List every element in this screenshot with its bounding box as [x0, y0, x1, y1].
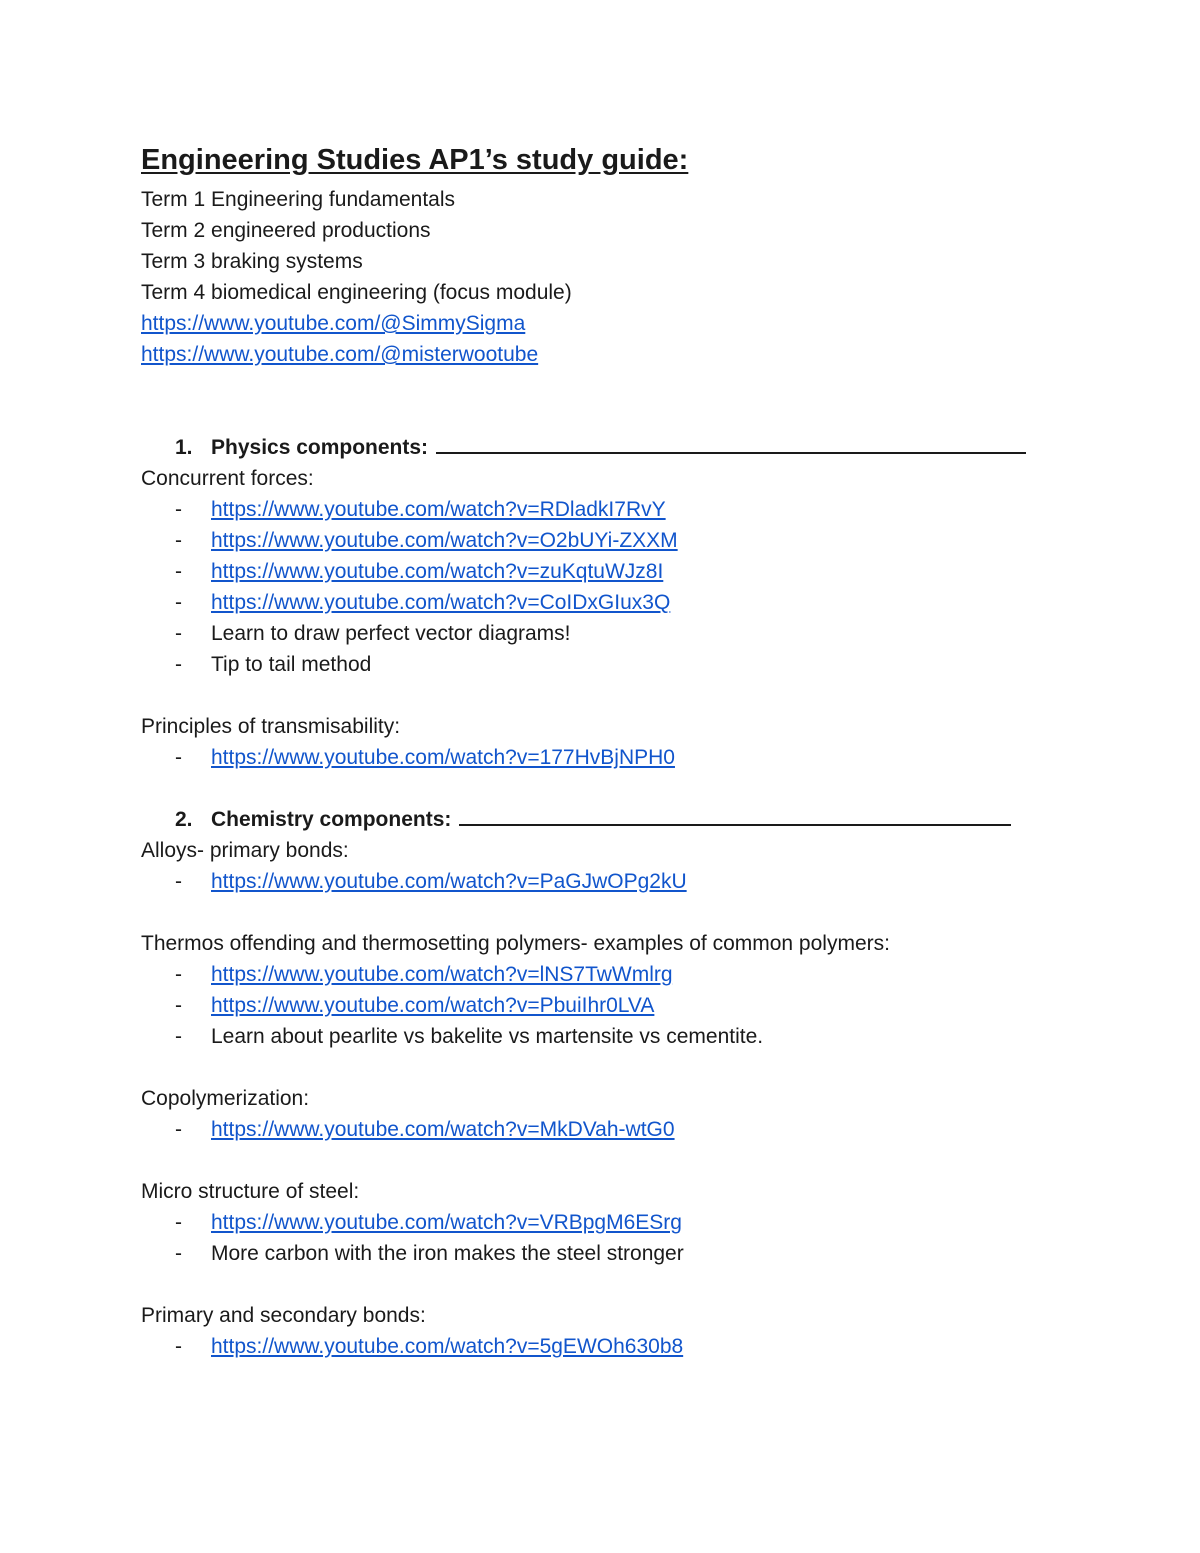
list-item: - Learn to draw perfect vector diagrams! — [175, 622, 571, 645]
document-title: Engineering Studies AP1’s study guide: — [141, 144, 689, 176]
section-physics-heading — [141, 432, 1061, 463]
section-number: 2. — [175, 808, 193, 831]
video-link[interactable]: https://www.youtube.com/watch?v=O2bUYi-ZXXM — [211, 529, 678, 552]
heading-rule — [459, 806, 1011, 826]
video-link[interactable]: https://www.youtube.com/watch?v=VRBpgM6ESrg — [211, 1211, 682, 1234]
copolymerization-label: Copolymerization: — [141, 1087, 310, 1110]
term-4: Term 4 biomedical engineering (focus module) — [141, 281, 572, 304]
transmisability-label: Principles of transmisability: — [141, 715, 401, 738]
list-item: - https://www.youtube.com/watch?v=MkDVah-wtG0 — [175, 1118, 675, 1141]
section-chemistry-heading — [141, 804, 1061, 835]
video-link[interactable]: https://www.youtube.com/watch?v=lNS7TwWmlrg — [211, 963, 673, 986]
term-3: Term 3 braking systems — [141, 250, 363, 273]
section-title: Physics components: — [211, 436, 429, 459]
video-link[interactable]: https://www.youtube.com/watch?v=5gEWOh630b8 — [211, 1335, 684, 1358]
steel-label: Micro structure of steel: — [141, 1180, 360, 1203]
section-title: Chemistry components: — [211, 808, 452, 831]
term-1: Term 1 Engineering fundamentals — [141, 188, 456, 211]
note-text: More carbon with the iron makes the steel stronger — [211, 1242, 684, 1265]
video-link[interactable]: https://www.youtube.com/watch?v=PbuiIhr0LVA — [211, 994, 655, 1017]
section-number: 1. — [175, 436, 193, 459]
note-text: Learn about pearlite vs bakelite vs martensite vs cementite. — [211, 1025, 764, 1048]
list-item: - Learn about pearlite vs bakelite vs martensite vs cementite. — [175, 1025, 764, 1048]
alloys-label: Alloys- primary bonds: — [141, 839, 349, 862]
note-text: Learn to draw perfect vector diagrams! — [211, 622, 571, 645]
list-item: - https://www.youtube.com/watch?v=PaGJwOPg2kU — [175, 870, 687, 893]
list-item: - More carbon with the iron makes the steel stronger — [175, 1242, 684, 1265]
video-link[interactable]: https://www.youtube.com/watch?v=CoIDxGIux3Q — [211, 591, 671, 614]
document-page — [141, 140, 1061, 1362]
term-2: Term 2 engineered productions — [141, 219, 431, 242]
channel-link-simmysigma[interactable]: https://www.youtube.com/@SimmySigma — [141, 312, 526, 335]
list-item: - https://www.youtube.com/watch?v=CoIDxGIux3Q — [175, 591, 671, 614]
video-link[interactable]: https://www.youtube.com/watch?v=RDladkI7RvY — [211, 498, 666, 521]
note-text: Tip to tail method — [211, 653, 372, 676]
list-item: - https://www.youtube.com/watch?v=lNS7TwWmlrg — [175, 963, 673, 986]
channel-link-misterwootube[interactable]: https://www.youtube.com/@misterwootube — [141, 343, 539, 366]
video-link[interactable]: https://www.youtube.com/watch?v=zuKqtuWJz8I — [211, 560, 664, 583]
list-item: - https://www.youtube.com/watch?v=O2bUYi-ZXXM — [175, 529, 678, 552]
polymers-label: Thermos offending and thermosetting polymers- examples of common polymers: — [141, 932, 890, 955]
list-item: - https://www.youtube.com/watch?v=5gEWOh630b8 — [175, 1335, 684, 1358]
concurrent-forces-label: Concurrent forces: — [141, 467, 314, 490]
list-item: - https://www.youtube.com/watch?v=zuKqtuWJz8I — [175, 560, 664, 583]
video-link[interactable]: https://www.youtube.com/watch?v=MkDVah-wtG0 — [211, 1118, 675, 1141]
list-item: - https://www.youtube.com/watch?v=RDladkI7RvY — [175, 498, 666, 521]
list-item: - https://www.youtube.com/watch?v=177HvBjNPH0 — [175, 746, 675, 769]
list-item: - https://www.youtube.com/watch?v=PbuiIhr0LVA — [175, 994, 655, 1017]
bonds-label: Primary and secondary bonds: — [141, 1304, 426, 1327]
list-item: - Tip to tail method — [175, 653, 372, 676]
video-link[interactable]: https://www.youtube.com/watch?v=177HvBjNPH0 — [211, 746, 675, 769]
heading-rule — [436, 434, 1026, 454]
list-item: - https://www.youtube.com/watch?v=VRBpgM6ESrg — [175, 1211, 682, 1234]
video-link[interactable]: https://www.youtube.com/watch?v=PaGJwOPg2kU — [211, 870, 687, 893]
